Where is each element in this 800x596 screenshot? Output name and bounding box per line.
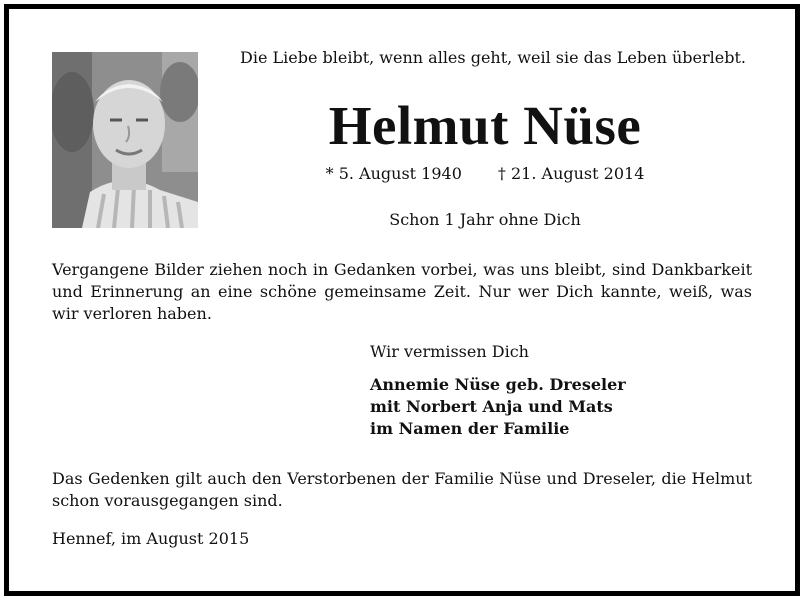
place-date: Hennef, im August 2015 xyxy=(52,529,250,548)
memorial-paragraph: Vergangene Bilder ziehen noch in Gedanken vorbei, was uns bleibt, sind Dankbarkeit und Erinnerung an eine schöne gemeinsame Zeit. Nur wer Dich kannte, weiß, was wir verloren haben. xyxy=(52,260,752,323)
birth-date: * 5. August 1940 xyxy=(325,164,462,183)
anniversary-line: Schon 1 Jahr ohne Dich xyxy=(389,210,581,229)
signer-line: mit Norbert Anja und Mats xyxy=(370,397,613,416)
life-dates xyxy=(240,163,730,185)
portrait-image xyxy=(52,52,198,228)
signer-line: Annemie Nüse geb. Dreseler xyxy=(370,375,626,394)
death-date: † 21. August 2014 xyxy=(497,164,645,183)
remembrance-paragraph: Das Gedenken gilt auch den Verstorbenen der Familie Nüse und Dreseler, die Helmut schon vorausgegangen sind. xyxy=(52,469,752,510)
portrait-photo xyxy=(52,52,198,228)
signer-line: im Namen der Familie xyxy=(370,419,570,438)
closing-line: Wir vermissen Dich xyxy=(370,342,529,361)
signers-block xyxy=(370,374,626,440)
motto-quote: Die Liebe bleibt, wenn alles geht, weil sie das Leben überlebt. xyxy=(240,48,746,67)
deceased-name: Helmut Nüse xyxy=(328,95,642,156)
